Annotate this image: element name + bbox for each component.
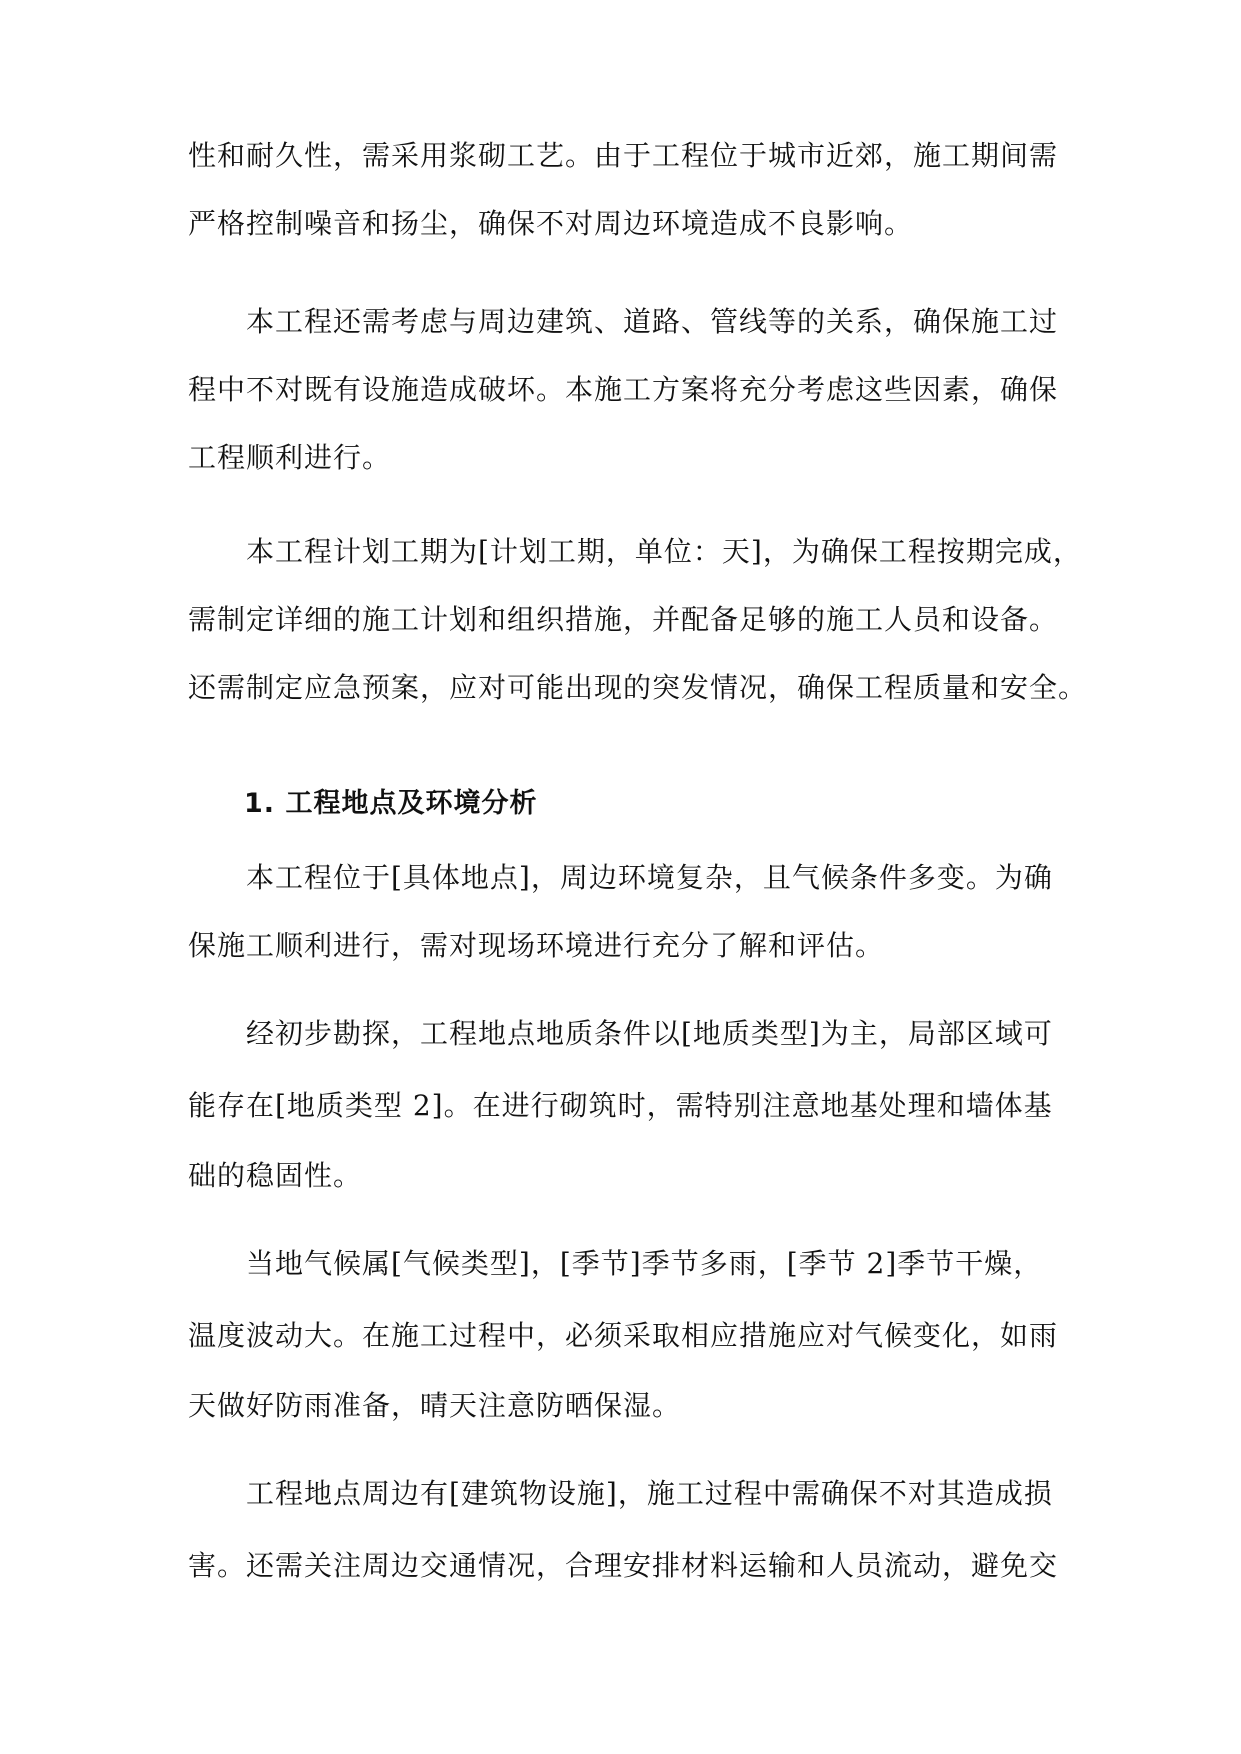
text-line: 温度波动大。在施工过程中，必须采取相应措施应对气候变化，如雨 bbox=[188, 1319, 1059, 1352]
text-line: 工程顺利进行。 bbox=[188, 441, 392, 474]
text-line: 本工程还需考虑与周边建筑、道路、管线等的关系，确保施工过 bbox=[246, 305, 1059, 338]
text-line: 还需制定应急预案，应对可能出现的突发情况，确保工程质量和安全。 bbox=[188, 671, 1088, 704]
text-line: 础的稳固性。 bbox=[188, 1159, 363, 1192]
text-line: 工程地点周边有[建筑物设施]，施工过程中需确保不对其造成损 bbox=[246, 1477, 1053, 1510]
text-line: 性和耐久性，需采用浆砌工艺。由于工程位于城市近郊，施工期间需 bbox=[188, 139, 1059, 172]
text-line: 本工程计划工期为[计划工期，单位：天]，为确保工程按期完成， bbox=[246, 535, 1082, 568]
text-line: 程中不对既有设施造成破坏。本施工方案将充分考虑这些因素，确保 bbox=[188, 373, 1059, 406]
text-line: 需制定详细的施工计划和组织措施，并配备足够的施工人员和设备。 bbox=[188, 603, 1059, 636]
text-line: 天做好防雨准备，晴天注意防晒保湿。 bbox=[188, 1389, 682, 1422]
text-line: 经初步勘探，工程地点地质条件以[地质类型]为主，局部区域可 bbox=[246, 1017, 1053, 1050]
text-line: 当地气候属[气候类型]，[季节]季节多雨，[季节 2]季节干燥， bbox=[246, 1247, 1043, 1280]
text-line: 保施工顺利进行，需对现场环境进行充分了解和评估。 bbox=[188, 929, 885, 962]
section-heading: 1. 工程地点及环境分析 bbox=[244, 788, 538, 819]
text-line: 严格控制噪音和扬尘，确保不对周边环境造成不良影响。 bbox=[188, 207, 914, 240]
text-line: 本工程位于[具体地点]，周边环境复杂，且气候条件多变。为确 bbox=[246, 861, 1053, 894]
text-line: 害。还需关注周边交通情况，合理安排材料运输和人员流动，避免交 bbox=[188, 1549, 1059, 1582]
text-line: 能存在[地质类型 2]。在进行砌筑时，需特别注意地基处理和墙体基 bbox=[188, 1089, 1053, 1122]
